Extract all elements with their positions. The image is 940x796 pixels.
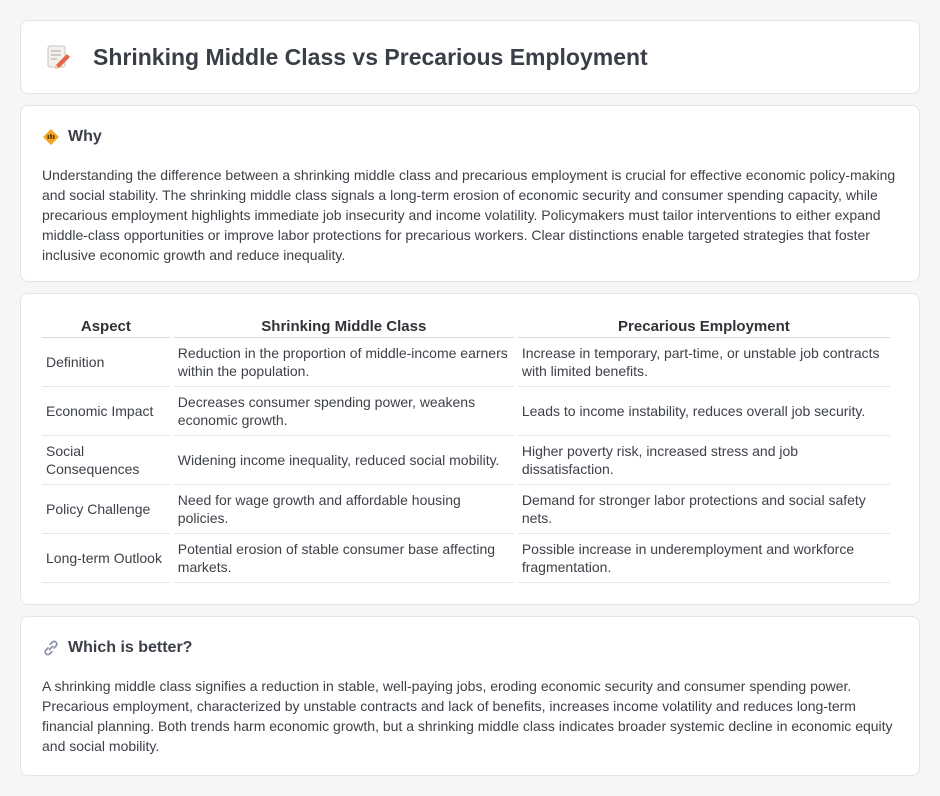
row-aspect: Policy Challenge xyxy=(42,485,170,534)
why-header xyxy=(42,128,898,146)
row-shrinking-middle-class: Widening income inequality, reduced social mobility. xyxy=(174,436,514,485)
link-icon xyxy=(42,639,60,657)
table-row xyxy=(42,436,890,485)
row-shrinking-middle-class: Reduction in the proportion of middle-income earners within the population. xyxy=(174,338,514,387)
row-aspect: Social Consequences xyxy=(42,436,170,485)
row-precarious-employment: Increase in temporary, part-time, or unstable job contracts with limited benefits. xyxy=(518,338,890,387)
comparison-section xyxy=(20,293,920,605)
why-title: Why xyxy=(68,128,102,145)
why-text: Understanding the difference between a shrinking middle class and precarious employment is crucial for effective economic policy-making and social stability. The shrinking middle class signals a long-term erosion of economic security and consumer spending capacity, while precarious employment highlights immediate job insecurity and income volatility. Policymakers must tailor interventions to either expand middle-class opportunities or improve labor protections for precarious workers. Clear distinctions enable targeted strategies that foster inclusive economic growth and reduce inequality. xyxy=(42,167,896,263)
row-aspect: Economic Impact xyxy=(42,387,170,436)
diamond-warning-icon xyxy=(42,128,60,146)
header-shrinking-middle-class: Shrinking Middle Class xyxy=(174,314,514,338)
row-shrinking-middle-class: Decreases consumer spending power, weakens economic growth. xyxy=(174,387,514,436)
page-title: Shrinking Middle Class vs Precarious Employment xyxy=(93,43,648,70)
row-shrinking-middle-class: Potential erosion of stable consumer base affecting markets. xyxy=(174,534,514,583)
better-title: Which is better? xyxy=(68,639,193,656)
which-is-better-section xyxy=(20,616,920,776)
table-row xyxy=(42,534,890,583)
row-precarious-employment: Possible increase in underemployment and workforce fragmentation. xyxy=(518,534,890,583)
why-section xyxy=(20,105,920,282)
table-row xyxy=(42,485,890,534)
row-precarious-employment: Higher poverty risk, increased stress and job dissatisfaction. xyxy=(518,436,890,485)
memo-pencil-icon xyxy=(43,42,73,72)
comparison-table xyxy=(38,314,894,583)
header-precarious-employment: Precarious Employment xyxy=(518,314,890,338)
row-precarious-employment: Leads to income instability, reduces overall job security. xyxy=(518,387,890,436)
row-aspect: Definition xyxy=(42,338,170,387)
table-row xyxy=(42,338,890,387)
title-card xyxy=(20,20,920,94)
row-aspect: Long-term Outlook xyxy=(42,534,170,583)
better-text: A shrinking middle class signifies a reduction in stable, well-paying jobs, eroding economic security and consumer spending power. Precarious employment, characterized by unstable contracts and lack of benefits, increases income volatility and reduces long-term financial planning. Both trends harm economic growth, but a shrinking middle class indicates broader systemic decline in economic equity and social mobility. xyxy=(42,678,893,754)
table-row xyxy=(42,387,890,436)
table-header-row xyxy=(42,314,890,338)
better-header xyxy=(42,639,898,657)
row-precarious-employment: Demand for stronger labor protections and social safety nets. xyxy=(518,485,890,534)
header-aspect: Aspect xyxy=(42,314,170,338)
row-shrinking-middle-class: Need for wage growth and affordable housing policies. xyxy=(174,485,514,534)
